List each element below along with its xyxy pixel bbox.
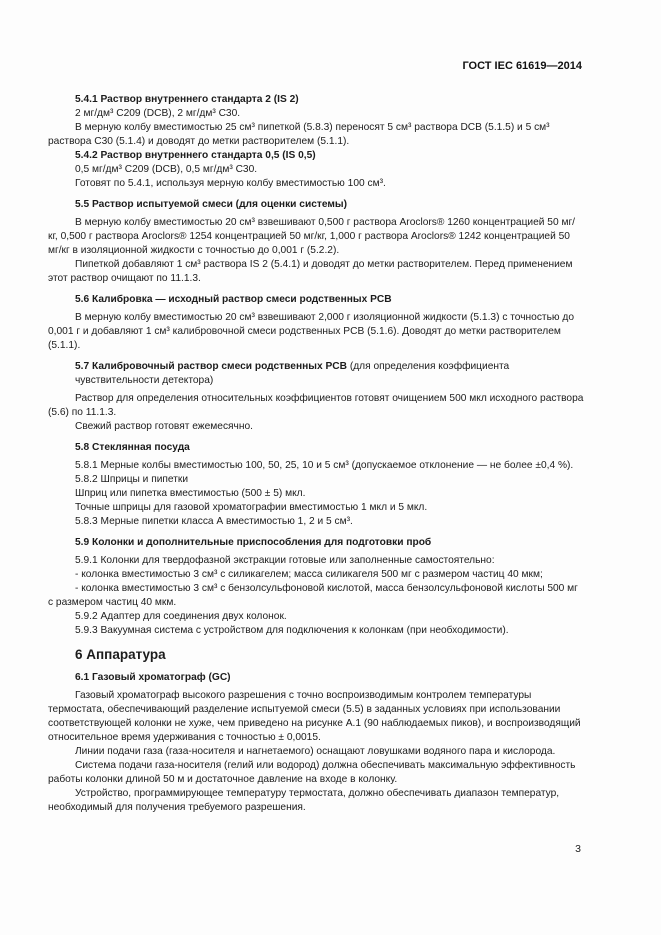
paragraph: 5.8.1 Мерные колбы вместимостью 100, 50, 25, 10 и 5 см³ (допускаемое отклонение — не более ±0,4 %). <box>75 460 574 471</box>
heading-5-6: 5.6 Калибровка — исходный раствор смеси родственных PCB <box>75 294 392 305</box>
paragraph: Линии подачи газа (газа-носителя и нагнетаемого) оснащают ловушками водяного пара и кислорода. <box>75 746 556 757</box>
paragraph: Шприц или пипетка вместимостью (500 ± 5) мкл. <box>75 488 306 499</box>
paragraph: Система подачи газа-носителя (гелий или водород) должна обеспечивать максимальную эффективность работы колонки длиной 50 м и достаточное давление на входе в колонку. <box>48 760 576 785</box>
heading-5-7-note: (для определения коэффициента чувствительности детектора) <box>75 361 510 386</box>
paragraph: Готовят по 5.4.1, используя мерную колбу вместимостью 100 см³. <box>75 178 386 189</box>
paragraph: 5.9.1 Колонки для твердофазной экстракции готовые или заполненные самостоятельно: <box>75 555 495 566</box>
paragraph: В мерную колбу вместимостью 20 см³ взвешивают 2,000 г изоляционной жидкости (5.1.3) с точностью до 0,001 г и добавляют 1 см³ калибровочной смеси родственных PCB (5.1.6). Доводят до метки растворителем (5.1.1). <box>48 312 574 351</box>
heading-5-9: 5.9 Колонки и дополнительные приспособления для подготовки проб <box>75 537 432 548</box>
heading-5-7 <box>48 360 584 388</box>
paragraph: 5.8.2 Шприцы и пипетки <box>75 474 189 485</box>
paragraph: 5.9.3 Вакуумная система с устройством для подключения к колонкам (при необходимости). <box>75 625 509 636</box>
heading-6-1: 6.1 Газовый хроматограф (GC) <box>75 672 231 683</box>
paragraph: 5.8.3 Мерные пипетки класса А вместимостью 1, 2 и 5 см³. <box>75 516 353 527</box>
paragraph: Устройство, программирующее температуру термостата, должно обеспечивать диапазон температур, необходимый для получения требуемого разрешения. <box>48 788 560 813</box>
paragraph: Раствор для определения относительных коэффициентов готовят очищением 500 мкл исходного раствора (5.6) по 11.1.3. <box>48 393 584 418</box>
standard-designation: ГОСТ IEC 61619—2014 <box>462 60 582 72</box>
paragraph: Пипеткой добавляют 1 см³ раствора IS 2 (5.4.1) и доводят до метки растворителем. Перед применением этот раствор очищают по 11.1.3. <box>48 259 573 284</box>
heading-5-5: 5.5 Раствор испытуемой смеси (для оценки системы) <box>75 199 348 210</box>
paragraph: Точные шприцы для газовой хроматографии вместимостью 1 мкл и 5 мкл. <box>75 502 428 513</box>
page-number: 3 <box>575 843 581 855</box>
heading-5-4-1: 5.4.1 Раствор внутреннего стандарта 2 (IS 2) <box>75 94 299 105</box>
paragraph: В мерную колбу вместимостью 25 см³ пипеткой (5.8.3) переносят 5 см³ раствора DCB (5.1.5) и 5 см³ раствора C30 (5.1.4) и доводят до метки растворителем (5.1.1). <box>48 122 550 147</box>
page-content <box>48 93 584 815</box>
heading-5-7-title: 5.7 Калибровочный раствор смеси родственных PCB <box>75 361 347 372</box>
heading-5-8: 5.8 Стеклянная посуда <box>75 442 190 453</box>
heading-5-4-2: 5.4.2 Раствор внутреннего стандарта 0,5 (IS 0,5) <box>75 150 316 161</box>
section-6-title: 6 Аппаратура <box>75 647 166 662</box>
paragraph: 0,5 мг/дм³ C209 (DCB), 0,5 мг/дм³ C30. <box>75 164 258 175</box>
paragraph: 5.9.2 Адаптер для соединения двух колонок. <box>75 611 287 622</box>
paragraph: В мерную колбу вместимостью 20 см³ взвешивают 0,500 г раствора Aroclors® 1260 концентрацией 50 мг/кг, 0,500 г раствора Aroclors® 1254 концентрацией 50 мг/кг, 1,000 г раствора Aroclors® 1242 концентрацией 50 мг/кг в изоляционной жидкости с точностью до 0,001 г (5.2.2). <box>48 217 576 256</box>
paragraph: - колонка вместимостью 3 см³ с силикагелем; масса силикагеля 500 мг с размером частиц 40 мкм; <box>75 569 543 580</box>
paragraph: 2 мг/дм³ C209 (DCB), 2 мг/дм³ C30. <box>75 108 241 119</box>
paragraph: Газовый хроматограф высокого разрешения с точно воспроизводимым контролем температуры термостата, обеспечивающий разделение испытуемой смеси (5.5) в заданных условиях при использовании соответствующей колонки не хуже, чем приведено на рисунке А.1 (90 наблюдаемых пиков), и воспроизводящий относительное время удерживания с точностью ± 0,0015. <box>48 690 581 743</box>
paragraph: - колонка вместимостью 3 см³ с бензолсульфоновой кислотой, масса бензолсульфоновой кислоты 500 мг с размером частиц 40 мкм. <box>48 583 578 608</box>
paragraph: Свежий раствор готовят ежемесячно. <box>75 421 253 432</box>
